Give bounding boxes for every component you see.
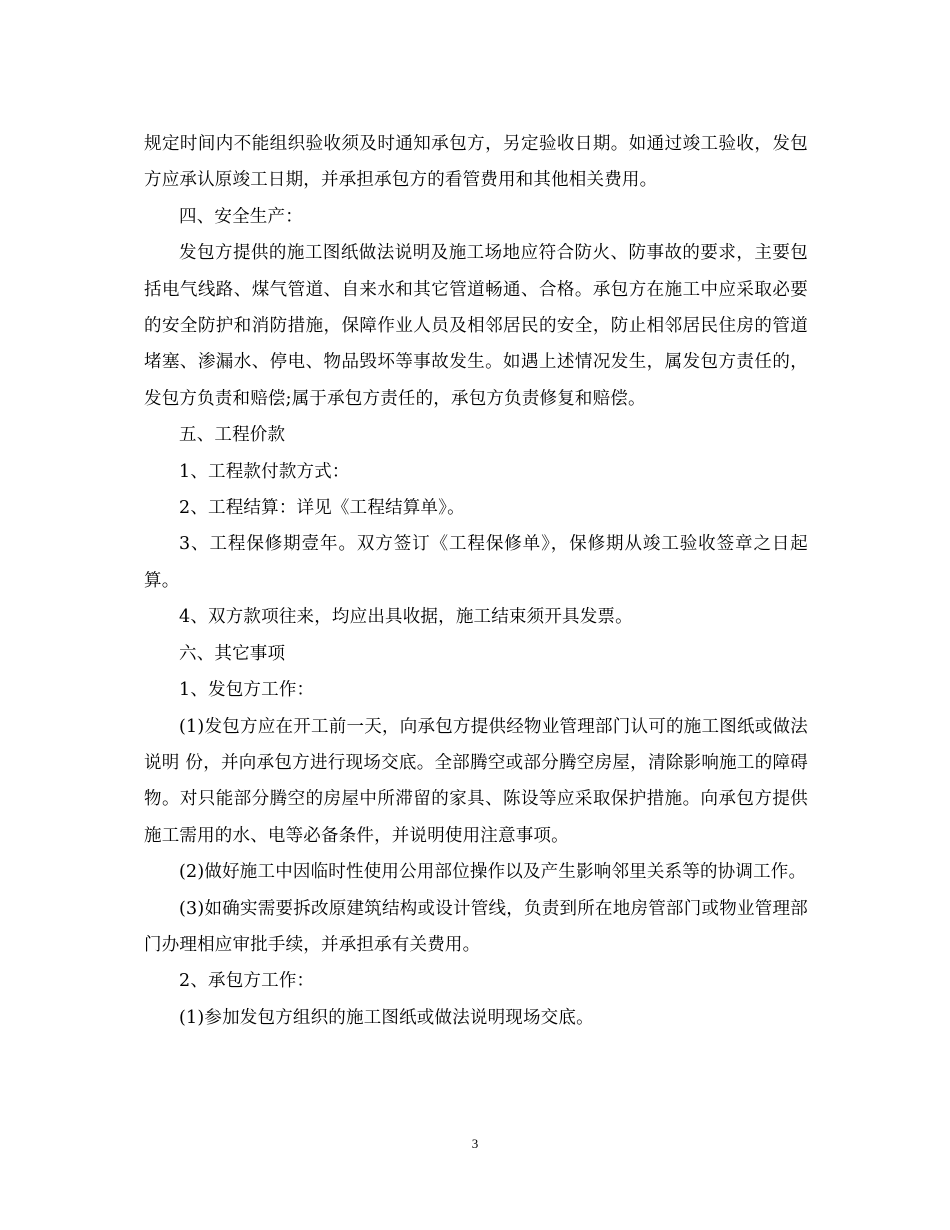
paragraph-safety-requirements: 发包方提供的施工图纸做法说明及施工场地应符合防火、防事故的要求，主要包括电气线路、煤气管道、自来水和其它管道畅通、合格。承包方在施工中应采取必要的安全防护和消防措施，保障作业人员及相邻居民的安全，防止相邻居民住房的管道堵塞、渗漏水、停电、物品毁坏等事故发生。如遇上述情况发生，属发包方责任的，发包方负责和赔偿;属于承包方责任的，承包方负责修复和赔偿。	[144, 243, 808, 409]
item-payment-method: 1、工程款付款方式：	[179, 461, 350, 482]
item-settlement: 2、工程结算：详见《工程结算单》。	[179, 498, 465, 519]
client-duty-1: (1)发包方应在开工前一天，向承包方提供经物业管理部门认可的施工图纸或做法说明 份，并向承包方进行现场交底。全部腾空或部分腾空房屋，清除影响施工的障碍物。对只能部分腾空的房屋中所滞留的家具、陈设等应采取保护措施。向承包方提供施工需用的水、电等必备条件，并说明使用注意事项。	[144, 716, 808, 846]
document-body	[144, 126, 808, 1036]
client-duty-2: (2)做好施工中因临时性使用公用部位操作以及产生影响邻里关系等的协调工作。	[179, 862, 807, 883]
heading-project-price: 五、工程价款	[179, 425, 286, 446]
contractor-duty-1: (1)参加发包方组织的施工图纸或做法说明现场交底。	[179, 1007, 594, 1028]
item-warranty-period: 3、工程保修期壹年。双方签订《工程保修单》，保修期从竣工验收签章之日起算。	[144, 534, 808, 591]
paragraph-acceptance-continued: 规定时间内不能组织验收须及时通知承包方，另定验收日期。如通过竣工验收，发包方应承认原竣工日期，并承担承包方的看管费用和其他相关费用。	[144, 134, 808, 191]
subheading-client-duties: 1、发包方工作：	[179, 680, 315, 701]
heading-safety-production: 四、安全生产：	[179, 206, 303, 227]
heading-other-matters: 六、其它事项	[179, 643, 286, 664]
client-duty-3: (3)如确实需要拆改原建筑结构或设计管线，负责到所在地房管部门或物业管理部门办理相应审批手续，并承担承有关费用。	[144, 898, 808, 955]
subheading-contractor-duties: 2、承包方工作：	[179, 971, 315, 992]
page-number: 3	[471, 1136, 479, 1151]
item-receipts-invoices: 4、双方款项往来，均应出具收据，施工结束须开具发票。	[179, 607, 633, 628]
